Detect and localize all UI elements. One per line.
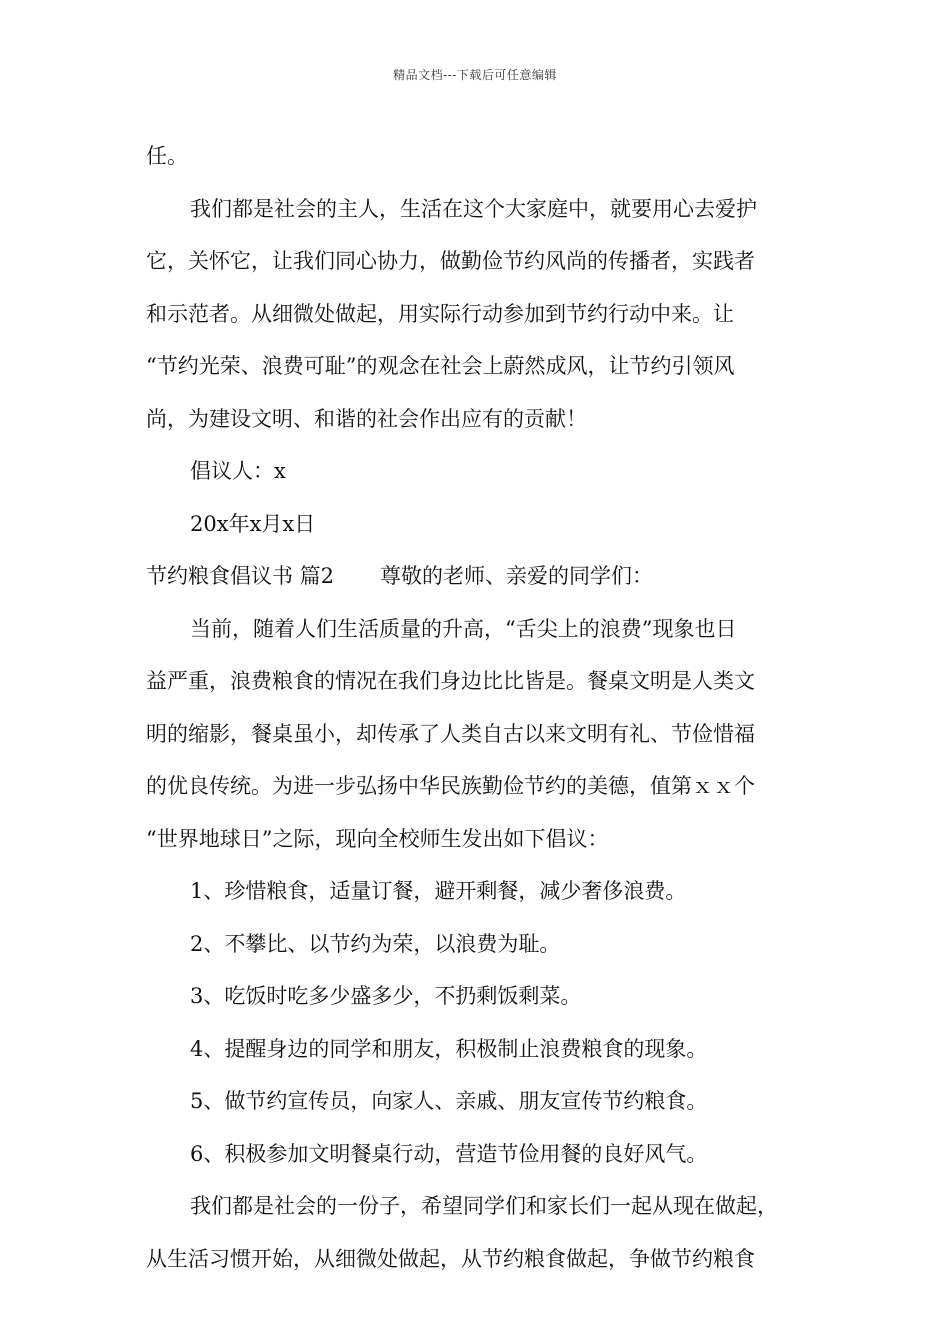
paragraph-line <box>146 603 826 656</box>
line-text: 从生活习惯开始，从细微处做起，从节约粮食做起，争做节约粮食 <box>146 1246 755 1271</box>
paragraph-line <box>146 708 826 761</box>
line-text: 益严重，浪费粮食的情况在我们身边比比皆是。餐桌文明是人类文 <box>146 669 755 693</box>
line-text: 1、珍惜粮食，适量订餐，避开剩餐，减少奢侈浪费。 <box>190 879 687 903</box>
document-body <box>146 130 826 1285</box>
list-item <box>146 1075 826 1128</box>
line-text: 我们都是社会的主人，生活在这个大家庭中，就要用心去爱护 <box>190 196 757 221</box>
line-text: 6、积极参加文明餐桌行动，营造节俭用餐的良好风气。 <box>190 1141 708 1166</box>
paragraph-line <box>146 1180 826 1233</box>
signatory-line <box>146 445 826 498</box>
section-heading-line <box>146 550 826 603</box>
section-heading: 节约粮食倡议书 篇2 <box>146 564 335 588</box>
line-text: 尚，为建设文明、和谐的社会作出应有的贡献！ <box>146 406 587 431</box>
line-text: 5、做节约宣传员，向家人、亲戚、朋友宣传节约粮食。 <box>190 1089 708 1113</box>
line-text: 我们都是社会的一份子，希望同学们和家长们一起从现在做起， <box>190 1194 778 1218</box>
date-line <box>146 498 826 551</box>
paragraph-line <box>146 393 826 446</box>
list-item <box>146 1128 826 1181</box>
line-text: “世界地球日”之际，现向全校师生发出如下倡议： <box>146 826 609 851</box>
line-text: 3、吃饭时吃多少盛多少，不扔剩饭剩菜。 <box>190 984 582 1008</box>
line-text: “节约光荣、浪费可耻”的观念在社会上蔚然成风，让节约引领风 <box>146 354 735 378</box>
paragraph-line <box>146 655 826 708</box>
line-text: 任。 <box>146 144 188 168</box>
list-item <box>146 865 826 918</box>
line-text: 明的缩影，餐桌虽小，却传承了人类自古以来文明有礼、节俭惜福 <box>146 721 755 746</box>
paragraph-line <box>146 183 826 236</box>
salutation: 尊敬的老师、亲爱的同学们： <box>380 564 654 588</box>
paragraph-line <box>146 288 826 341</box>
page-header: 精品文档---下载后可任意编辑 <box>393 68 557 82</box>
paragraph-line <box>146 1233 826 1286</box>
list-item <box>146 1023 826 1076</box>
paragraph-line <box>146 813 826 866</box>
line-text: 和示范者。从细微处做起，用实际行动参加到节约行动中来。让 <box>146 301 734 326</box>
paragraph-line <box>146 340 826 393</box>
line-text: 的优良传统。为进一步弘扬中华民族勤俭节约的美德，值第ｘｘ个 <box>146 774 755 798</box>
paragraph-line <box>146 130 826 183</box>
line-text: 当前，随着人们生活质量的升高，“舌尖上的浪费”现象也日 <box>190 616 737 641</box>
list-item <box>146 970 826 1023</box>
line-text: 20x年x月x日 <box>190 511 316 536</box>
paragraph-line <box>146 760 826 813</box>
list-item <box>146 918 826 971</box>
line-text: 4、提醒身边的同学和朋友，积极制止浪费粮食的现象。 <box>190 1036 708 1061</box>
line-text: 2、不攀比、以节约为荣，以浪费为耻。 <box>190 931 561 956</box>
paragraph-line <box>146 235 826 288</box>
line-text: 倡议人：x <box>190 459 286 483</box>
line-text: 它，关怀它，让我们同心协力，做勤俭节约风尚的传播者，实践者 <box>146 249 755 273</box>
